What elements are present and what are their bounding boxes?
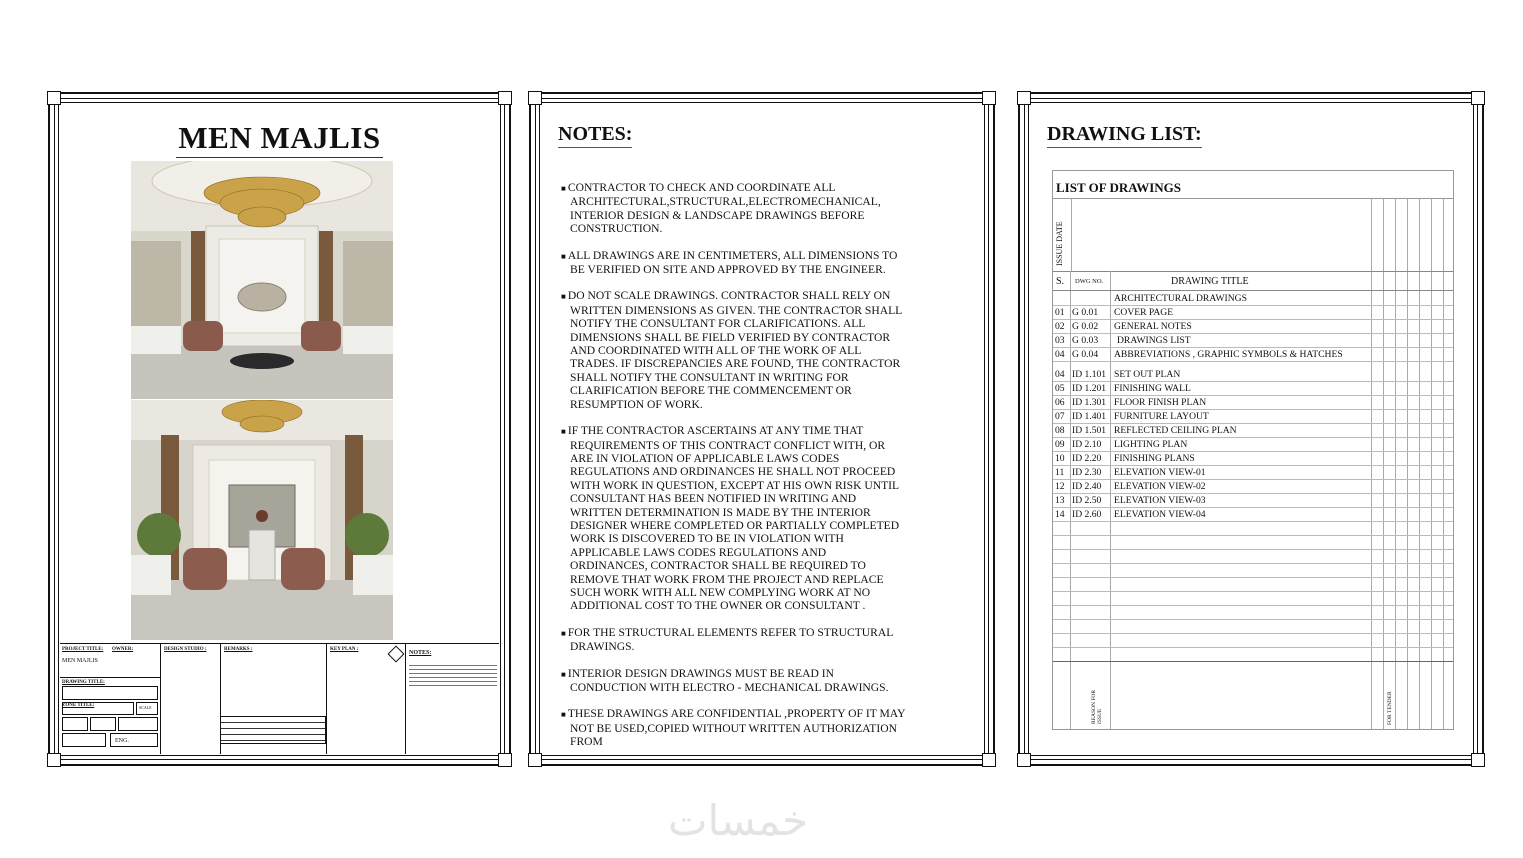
section-label-row: ARCHITECTURAL DRAWINGS bbox=[1114, 293, 1247, 304]
note-item: ■ IF THE CONTRACTOR ASCERTAINS AT ANY TIME THAT REQUIREMENTS OF THIS CONTRACT CONFLICT WITH, OR ARE IN VIOLATION OF APPLICABLE LAWS CODES REGULATIONS AND ORDINANCES HE SHALL NOT PROCEED WITH WORK IN QUESTION, EXCEPT AT HIS OWN RISK UNTIL CONSULTANT HAS BEEN NOTIFIED IN WRITING AND WRITTEN DETERMINATION IS MADE BY THE INTERIOR DESIGNER WHERE COMPLETED OR PARTIALLY COMPLETED WORK IS DISCOVERED TO BE IN VIOLATION WITH APPLICABLE LAWS CODES REGULATIONS AND ORDINANCES, CONTRACTOR SHALL BE REQUIRED TO REMOVE THAT WORK FROM THE PROJECT AND REPLACE SUCH WORK WITH ALL NEW COMPLYING WORK AT NO ADDITIONAL COST TO THE OWNER OR CONSULTANT . bbox=[561, 424, 906, 613]
frame-corner bbox=[1017, 753, 1031, 767]
cover-sheet bbox=[48, 92, 511, 766]
col-header-dwg: DWG NO. bbox=[1075, 278, 1104, 285]
frame-corner bbox=[1471, 91, 1485, 105]
col-header-title: DRAWING TITLE bbox=[1171, 276, 1249, 287]
table-row: 04 G 0.04 ABBREVIATIONS , GRAPHIC SYMBOLS & HATCHES bbox=[1055, 349, 1343, 360]
frame-corner bbox=[1017, 91, 1031, 105]
table-row: 05 ID 1.201 FINISHING WALL bbox=[1055, 383, 1191, 394]
design-studio-label: DESIGN STUDIO : bbox=[164, 647, 207, 652]
frame-corner bbox=[982, 753, 996, 767]
table-row: 04 ID 1.101 SET OUT PLAN bbox=[1055, 369, 1181, 380]
scale-field: SCALE bbox=[136, 702, 158, 715]
key-plan-label: KEY PLAN : bbox=[330, 647, 359, 652]
notes-label: NOTES: bbox=[409, 650, 432, 656]
drawing-title-label: DRAWING TITLE: bbox=[62, 680, 105, 685]
owner-label: OWNER: bbox=[112, 647, 134, 652]
col-header-s: S. bbox=[1056, 276, 1065, 287]
table-row: 02 G 0.02 GENERAL NOTES bbox=[1055, 321, 1192, 332]
notes-sheet bbox=[529, 92, 995, 766]
titleblock-notes bbox=[409, 662, 497, 689]
table-row: 12 ID 2.40 ELEVATION VIEW-02 bbox=[1055, 481, 1206, 492]
table-row: 07 ID 1.401 FURNITURE LAYOUT bbox=[1055, 411, 1209, 422]
remarks-label: REMARKS : bbox=[224, 647, 253, 652]
cover-title: MEN MAJLIS bbox=[60, 120, 499, 156]
note-item: ■ ALL DRAWINGS ARE IN CENTIMETERS, ALL DIMENSIONS TO BE VERIFIED ON SITE AND APPROVED BY THE ENGINEER. bbox=[561, 249, 906, 277]
frame-corner bbox=[982, 91, 996, 105]
note-item: ■ FOR THE STRUCTURAL ELEMENTS REFER TO STRUCTURAL DRAWINGS. bbox=[561, 626, 906, 654]
frame-corner bbox=[498, 753, 512, 767]
note-item: ■ DO NOT SCALE DRAWINGS. CONTRACTOR SHALL RELY ON WRITTEN DIMENSIONS AS GIVEN. THE CONTRACTOR SHALL NOTIFY THE CONSULTANT FOR CLARIFICATIONS. ALL DIMENSIONS SHALL BE FIELD VERIFIED BY CONTRACTOR AND COORDINATED WITH ALL OF THE WORK OF ALL TRADES. IF DISCREPANCIES ARE FOUND, THE CONTRACTOR SHALL NOTIFY THE CONSULTANT IN WRITING FOR CLARIFICATION BEFORE THE COMMENCEMENT OR RESUMPTION OF WORK. bbox=[561, 289, 906, 411]
eng-field: ENG. bbox=[110, 733, 158, 747]
watermark-logo: خمسات bbox=[668, 796, 809, 845]
note-item: ■ THESE DRAWINGS ARE CONFIDENTIAL ,PROPERTY OF IT MAY NOT BE USED,COPIED WITHOUT WRITTEN AUTHORIZATION FROM bbox=[561, 707, 906, 748]
info-field bbox=[118, 717, 158, 731]
table-row: 08 ID 1.501 REFLECTED CEILING PLAN bbox=[1055, 425, 1237, 436]
frame-corner bbox=[528, 91, 542, 105]
revision-table bbox=[220, 716, 326, 744]
notes-list bbox=[561, 181, 906, 762]
drawings-table bbox=[1052, 170, 1454, 730]
drawing-list-sheet bbox=[1018, 92, 1484, 766]
north-arrow-icon bbox=[388, 646, 405, 663]
table-row: 13 ID 2.50 ELEVATION VIEW-03 bbox=[1055, 495, 1206, 506]
interior-render-bottom bbox=[131, 400, 393, 640]
drawing-list-title: DRAWING LIST: bbox=[1047, 123, 1202, 146]
table-title: LIST OF DRAWINGS bbox=[1056, 180, 1181, 195]
issue-date-label: ISSUE DATE bbox=[1055, 221, 1064, 266]
frame-corner bbox=[1471, 753, 1485, 767]
table-row: 09 ID 2.10 LIGHTING PLAN bbox=[1055, 439, 1188, 450]
table-row: 11 ID 2.30 ELEVATION VIEW-01 bbox=[1055, 467, 1206, 478]
info-field bbox=[90, 717, 116, 731]
zone-title-field bbox=[62, 702, 134, 715]
frame-corner bbox=[498, 91, 512, 105]
info-field bbox=[62, 733, 106, 747]
frame-corner bbox=[47, 753, 61, 767]
frame-corner bbox=[47, 91, 61, 105]
project-title-value: MEN MAJLIS bbox=[62, 658, 98, 664]
for-tender-label: FOR TENDER bbox=[1387, 691, 1393, 725]
note-item: ■ INTERIOR DESIGN DRAWINGS MUST BE READ IN CONDUCTION WITH ELECTRO - MECHANICAL DRAWINGS. bbox=[561, 667, 906, 695]
frame-corner bbox=[528, 753, 542, 767]
table-row: 10 ID 2.20 FINISHING PLANS bbox=[1055, 453, 1195, 464]
table-row: 14 ID 2.60 ELEVATION VIEW-04 bbox=[1055, 509, 1206, 520]
project-title-label: PROJECT TITLE: bbox=[62, 647, 104, 652]
reason-for-issue-label: REASON FOR ISSUE bbox=[1091, 689, 1103, 724]
drawing-title-field bbox=[62, 686, 158, 700]
note-item: ■ CONTRACTOR TO CHECK AND COORDINATE ALL ARCHITECTURAL,STRUCTURAL,ELECTROMECHANICAL, INTERIOR DESIGN & LANDSCAPE DRAWINGS BEFORE CONSTRUCTION. bbox=[561, 181, 906, 236]
table-row: 03 G 0.03 DRAWINGS LIST bbox=[1055, 335, 1191, 346]
title-block bbox=[60, 643, 499, 754]
info-field bbox=[62, 717, 88, 731]
notes-title: NOTES: bbox=[558, 123, 632, 146]
table-row: 01 G 0.01 COVER PAGE bbox=[1055, 307, 1174, 318]
table-row: 06 ID 1.301 FLOOR FINISH PLAN bbox=[1055, 397, 1207, 408]
zone-title-label: ZONE TITLE: bbox=[62, 703, 95, 708]
interior-render-top bbox=[131, 161, 393, 399]
